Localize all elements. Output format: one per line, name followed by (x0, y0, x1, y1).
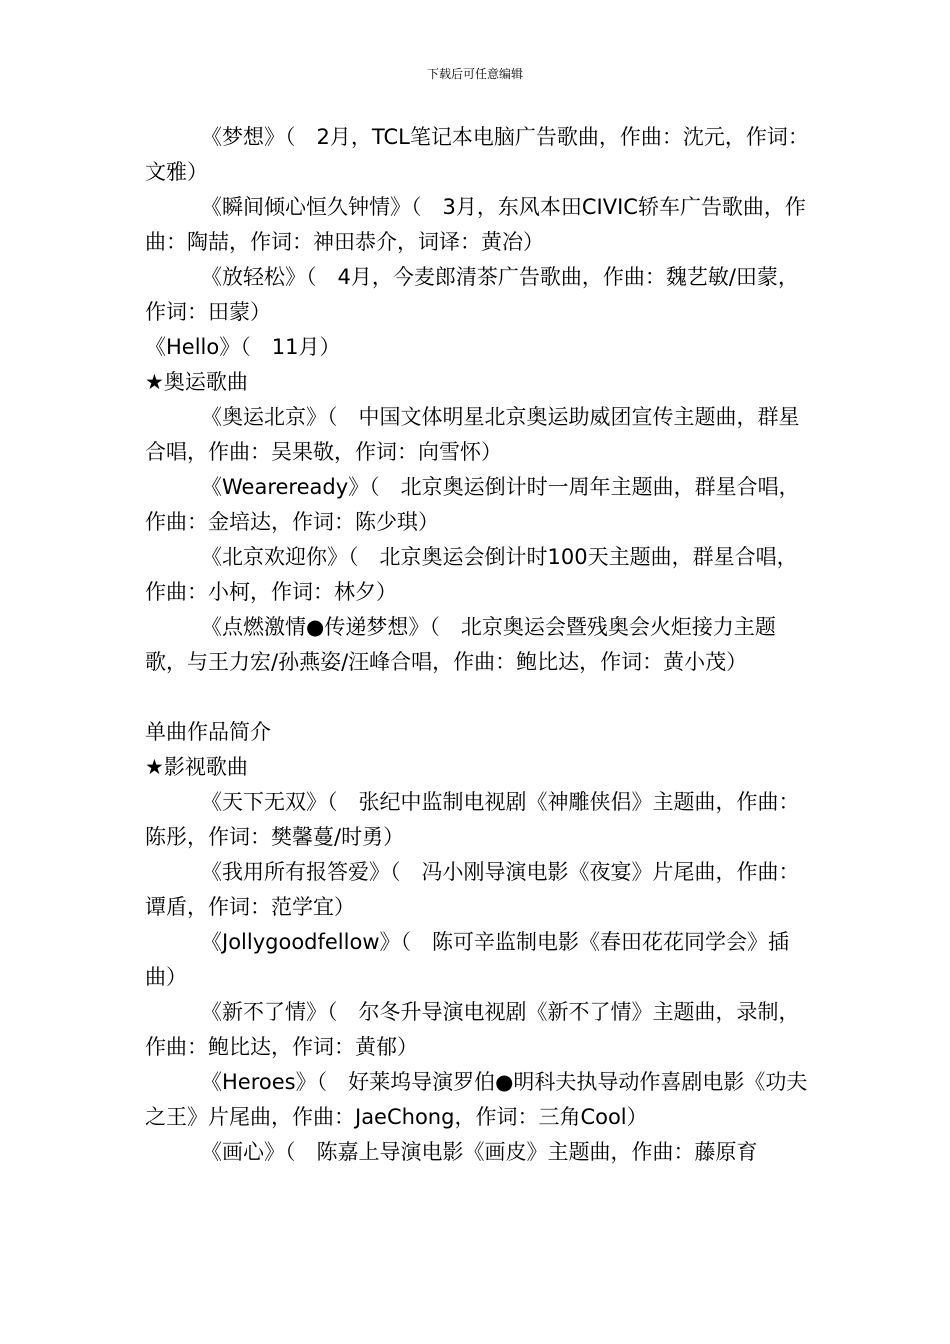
document-body (145, 120, 810, 1170)
paragraph-song-entry: 《新不了情》（ 尔冬升导演电视剧《新不了情》主题曲，录制，作曲：鲍比达，作词：黄郁） (145, 1000, 800, 1059)
page-header: 下载后可任意编辑 (426, 67, 523, 81)
paragraph-song-entry: 《北京欢迎你》（ 北京奥运会倒计时100天主题曲，群星合唱，作曲：小柯，作词：林夕） (145, 545, 798, 604)
section-heading-olympic-songs: ★奥运歌曲 (145, 370, 248, 394)
paragraph-song-entry: 《Heroes》（ 好莱坞导演罗伯●明科夫执导动作喜剧电影《功夫之王》片尾曲，作曲：JaeChong，作词：三角Cool） (145, 1070, 808, 1129)
section-title-singles-intro: 单曲作品简介 (145, 720, 271, 744)
paragraph-song-entry: 《梦想》（ 2月，TCL笔记本电脑广告歌曲，作曲：沈元，作词：文雅） (145, 125, 809, 184)
paragraph-song-entry: 《我用所有报答爱》（ 冯小刚导演电影《夜宴》片尾曲，作曲：谭盾，作词：范学宜） (145, 860, 800, 919)
paragraph-song-entry: 《瞬间倾心恒久钟情》（ 3月，东风本田CIVIC轿车广告歌曲，作曲：陶喆，作词：神田恭介，词译：黄冶） (145, 195, 806, 254)
paragraph-song-entry: 《Hello》（ 11月） (145, 335, 341, 359)
paragraph-song-entry: 《放轻松》（ 4月，今麦郎清茶广告歌曲，作曲：魏艺敏/田蒙，作词：田蒙） (145, 265, 799, 324)
section-heading-film-tv-songs: ★影视歌曲 (145, 755, 248, 779)
paragraph-song-entry: 《奥运北京》（ 中国文体明星北京奥运助威团宣传主题曲，群星合唱，作曲：吴果敬，作词：向雪怀） (145, 405, 800, 464)
paragraph-song-entry: 《Jollygoodfellow》（ 陈可辛监制电影《春田花花同学会》插曲） (145, 930, 789, 989)
paragraph-song-entry: 《天下无双》（ 张纪中监制电视剧《神雕侠侣》主题曲，作曲：陈彤，作词：樊馨蔓/时勇） (145, 790, 800, 849)
paragraph-song-entry: 《Weareready》（ 北京奥运倒计时一周年主题曲，群星合唱，作曲：金培达，作词：陈少琪） (145, 475, 800, 534)
paragraph-song-entry: 《点燃激情●传递梦想》（ 北京奥运会暨残奥会火炬接力主题歌，与王力宏/孙燕姿/汪峰合唱，作曲：鲍比达，作词：黄小茂） (145, 615, 776, 674)
paragraph-song-entry: 《画心》（ 陈嘉上导演电影《画皮》主题曲，作曲：藤原育 (201, 1140, 758, 1164)
blank-line (145, 680, 810, 715)
